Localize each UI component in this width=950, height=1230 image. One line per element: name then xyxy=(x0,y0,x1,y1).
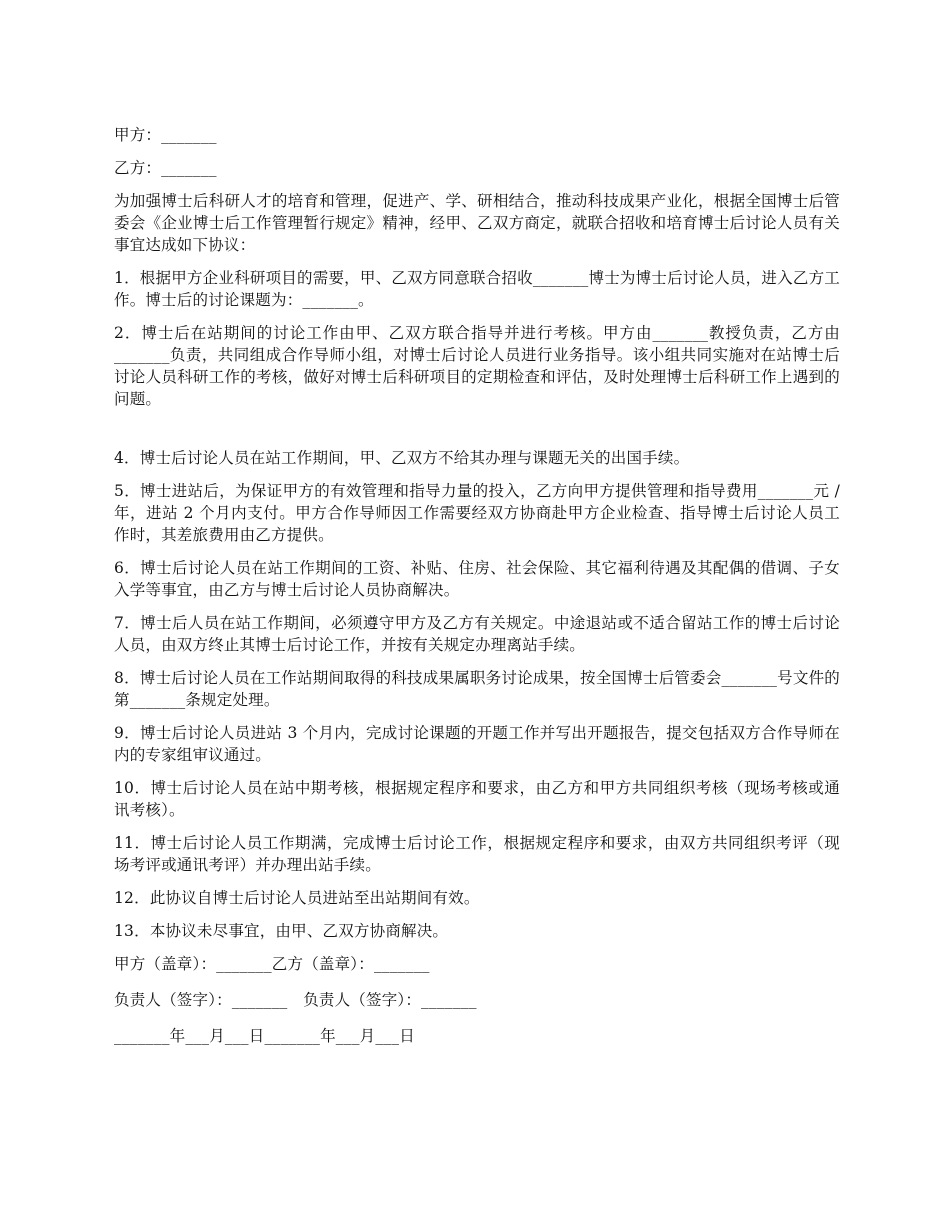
signature-line: 负责人（签字）：_______ 负责人（签字）：_______ xyxy=(114,991,477,1009)
seal-line: 甲方（盖章）：_______乙方（盖章）：_______ xyxy=(114,955,430,973)
clause-8: 8．博士后讨论人员在工作站期间取得的科技成果属职务讨论成果，按全国博士后管委会_______号文件的第_______条规定处理。 xyxy=(114,669,840,709)
party-b-line: 乙方：_______ xyxy=(114,159,217,177)
clause-6: 6．博士后讨论人员在站工作期间的工资、补贴、住房、社会保险、其它福利待遇及其配偶的借调、子女入学等事宜，由乙方与博士后讨论人员协商解决。 xyxy=(114,559,840,599)
intro-paragraph: 为加强博士后科研人才的培育和管理，促进产、学、研相结合，推动科技成果产业化，根据全国博士后管委会《企业博士后工作管理暂行规定》精神，经甲、乙双方商定，就联合招收和培育博士后讨论人员有关事宜达成如下协议： xyxy=(114,192,840,254)
clause-9: 9．博士后讨论人员进站 3 个月内，完成讨论课题的开题工作并写出开题报告，提交包括双方合作导师在内的专家组审议通过。 xyxy=(114,724,840,764)
clause-7: 7．博士后人员在站工作期间，必须遵守甲方及乙方有关规定。中途退站或不适合留站工作的博士后讨论人员，由双方终止其博士后讨论工作，并按有关规定办理离站手续。 xyxy=(114,614,840,654)
clause-1: 1．根据甲方企业科研项目的需要，甲、乙双方同意联合招收_______博士为博士后讨论人员，进入乙方工作。博士后的讨论课题为：_______。 xyxy=(114,269,840,309)
agreement-document xyxy=(114,124,840,1061)
date-line: _______年___月___日_______年___月___日 xyxy=(114,1027,415,1045)
clause-10: 10．博士后讨论人员在站中期考核，根据规定程序和要求，由乙方和甲方共同组织考核（现场考核或通讯考核）。 xyxy=(114,779,840,819)
clause-4: 4．博士后讨论人员在站工作期间，甲、乙双方不给其办理与课题无关的出国手续。 xyxy=(114,449,690,467)
clause-5: 5．博士进站后，为保证甲方的有效管理和指导力量的投入，乙方向甲方提供管理和指导费用_______元 / 年，进站 2 个月内支付。甲方合作导师因工作需要经双方协商赴甲方企业检查、指导博士后讨论人员工作时，其差旅费用由乙方提供。 xyxy=(114,482,840,544)
party-a-line: 甲方：_______ xyxy=(114,126,217,144)
clause-2: 2．博士后在站期间的讨论工作由甲、乙双方联合指导并进行考核。甲方由_______教授负责，乙方由_______负责，共同组成合作导师小组，对博士后讨论人员进行业务指导。该小组共同实施对在站博士后讨论人员科研工作的考核，做好对博士后科研项目的定期检查和评估，及时处理博士后科研工作上遇到的问题。 xyxy=(114,324,840,408)
clause-13: 13．本协议未尽事宜，由甲、乙双方协商解决。 xyxy=(114,922,449,940)
clause-12: 12．此协议自博士后讨论人员进站至出站期间有效。 xyxy=(114,889,480,907)
clause-11: 11．博士后讨论人员工作期满，完成博士后讨论工作，根据规定程序和要求，由双方共同组织考评（现场考评或通讯考评）并办理出站手续。 xyxy=(114,834,840,874)
